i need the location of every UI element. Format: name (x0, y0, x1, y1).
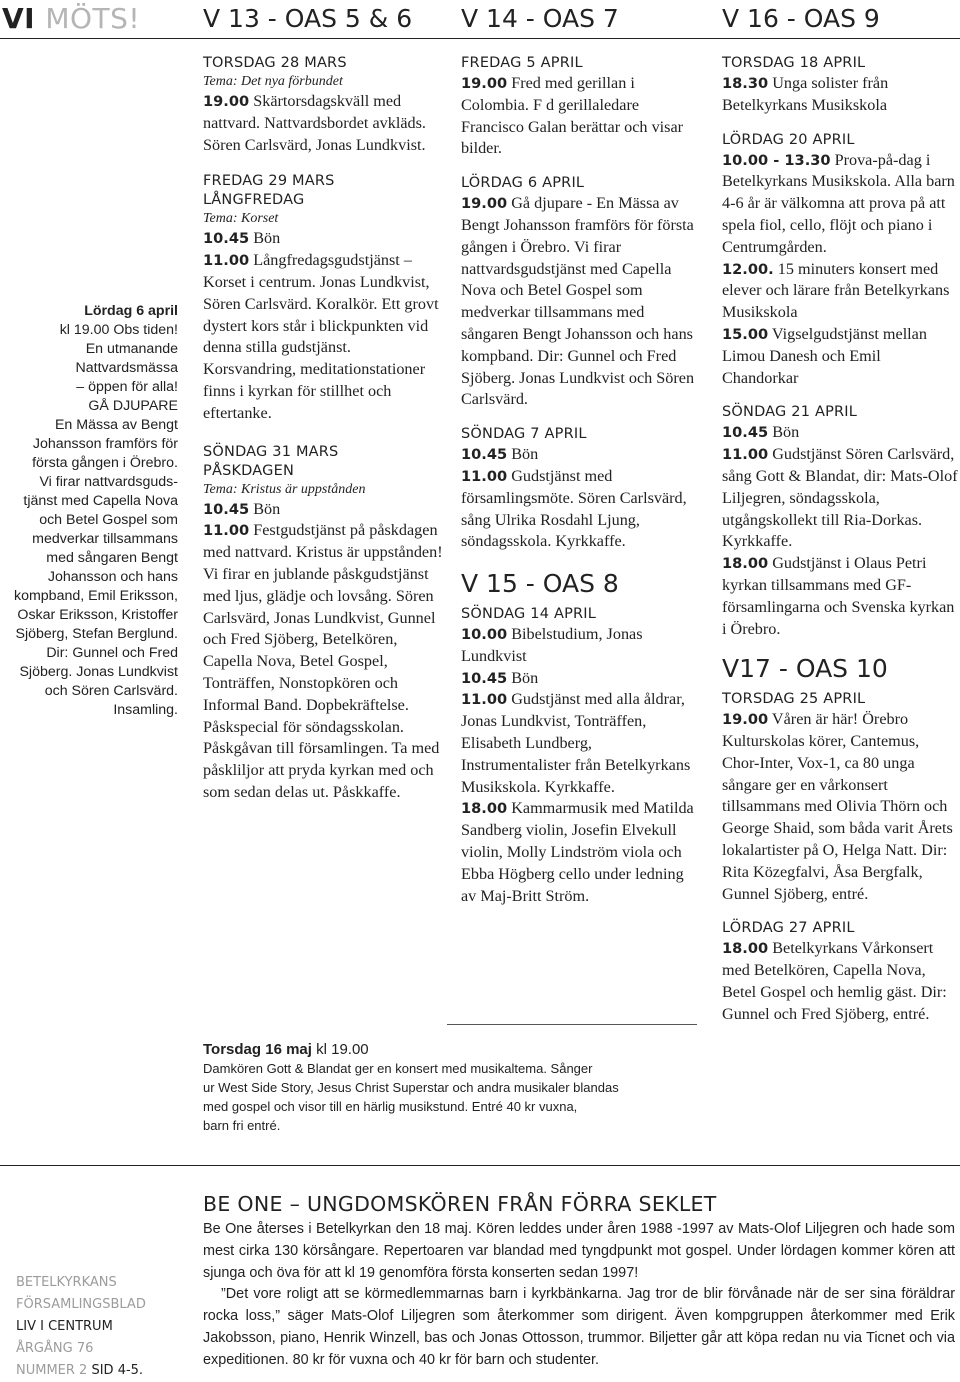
event-text: Bön (768, 423, 800, 442)
event-item (722, 150, 958, 259)
day-heading: FREDAG 5 APRIL (461, 55, 583, 71)
event-text: Våren är här! Örebro Kulturskolas körer, Cantemus, Chor-Inter, Vox-1, ca 80 unga sångare ger en vårkonsert tillsammans med Olivia Thörn och George Shaid, som båda varit Årets lokalartister på O, Helga Natt. Dir: Rita Közegfalvi, Åsa Bergfalk, Gunnel Sjöberg, entré. (722, 710, 953, 903)
event-item (722, 938, 958, 1025)
day-heading: TORSDAG 18 APRIL (722, 55, 866, 71)
top-divider (0, 38, 960, 39)
event-text: Festgudstjänst på påskdagen med nattvard. Kristus är uppstånden! Vi firar en jublande påskgudstjänst med ljus, glädje och lovsång. Sören Carlsvärd, Jonas Lundkvist, Gunnel och Fred Sjöberg, Betelkören, Capella Nova, Betel Gospel, Tonträffen, Nonstopkören och Informal Band. Dopbekräftelse. Påskspecial för söndagsskolan. Påskgåvan till församlingen. Ta med påskliljor att pryda kyrkan med och som sedan delas ut. Påskkaffe. (203, 521, 443, 801)
publication-line: FÖRSAMLINGSBLAD (16, 1297, 146, 1312)
event-item (461, 444, 701, 466)
event-time: 11.00 (203, 522, 250, 540)
event-time: 11.00 (722, 446, 769, 464)
day-heading: SÖNDAG 7 APRIL (461, 426, 587, 443)
event-item (722, 324, 958, 389)
article-paragraph: Be One återses i Betelkyrkan den 18 maj. Kören leddes under åren 1988 -1997 av Mats-Olof Liljegren och hade som mest cirka 130 körsångare. Repertoaren var blandad med tyngdpunkt mot gospel. Under lördagen kommer kören att sjunga och öva för att kl 19 genomföra första konserten sedan 1997! (203, 1221, 955, 1281)
page-number: SID 4-5. (91, 1363, 144, 1378)
event-time: 10.45 (722, 424, 769, 442)
day-heading: SÖNDAG 31 MARS (203, 443, 339, 460)
event-text: Gudstjänst i Olaus Petri kyrkan tillsammans med GF-församlingarna och Svenska kyrkan i Örebro. (722, 554, 955, 638)
sidebar-line: kompband, Emil Eriksson, (13, 588, 178, 604)
event-text: Gudstjänst med församlingsmöte. Sören Carlsvärd, sång Ulrika Rosdahl Ljung, söndagsskola. Kyrkkaffe. (461, 466, 687, 551)
event-text: Bön (249, 229, 281, 248)
sidebar-line: Insamling. (113, 702, 178, 718)
event-item (203, 499, 443, 521)
notice-line: barn fri entré. (203, 1118, 281, 1133)
sidebar-line: Sjöberg, Stefan Berglund. (15, 626, 178, 642)
notice-heading (203, 1040, 713, 1059)
day-subheading: LÅNGFREDAG (203, 192, 305, 209)
event-item (722, 444, 958, 553)
sidebar-line: och Sören Carlsvärd. (44, 683, 178, 699)
day-heading: LÖRDAG 20 APRIL (722, 131, 855, 148)
title-part-mots: MÖTS! (45, 2, 141, 35)
event-time: 15.00 (722, 325, 769, 343)
week-14-column (461, 54, 701, 907)
event-time: 10.45 (203, 500, 250, 518)
event-text: Långfredagsgudstjänst – Korset i centrum. Jonas Lundkvist, Sören Carlsvärd. Koralkör. Ett grovt dystert kors står i blickpunkten vid denna stilla gudstjänst. Korsvandring, meditationstationer finns i kyrkan för stillhet och eftertanke. (203, 251, 439, 422)
event-time: 11.00 (461, 467, 508, 485)
publication-info (16, 1272, 146, 1382)
title-part-vi: VI (2, 2, 46, 35)
sidebar-line: Oskar Eriksson, Kristoffer (17, 607, 178, 623)
event-item (461, 689, 701, 798)
event-text: Gudstjänst Sören Carlsvärd, sång Gott & Blandat, dir: Mats-Olof Liljegren, söndagsskola, utgångskollekt till Ria-Dorkas. Kyrkkaffe. (722, 445, 958, 551)
event-time: 10.00 - 13.30 (722, 151, 831, 169)
publication-line: BETELKYRKANS (16, 1275, 117, 1290)
sidebar-line: och Betel Gospel som (39, 512, 178, 528)
sidebar-line: medverkar tillsammans (32, 531, 178, 547)
article-paragraph: ”Det vore roligt att se körmedlemmarnas barn i kyrkbänkarna. Jag tror de blir förvånade när de ser sina föräldrar rocka loss,” säger Mats-Olof Liljegren som återkommer som dirigent. Även kompgruppen återkommer med Erik Jakobsson, piano, Henrik Winzell, bas och Jonas Ottosson, trummor. Biljetter går att köpa redan nu via Ticnet och via expeditionen. 80 kr för vuxna och 40 kr för barn och studenter. (203, 1286, 955, 1368)
be-one-article (203, 1192, 955, 1372)
event-item (722, 553, 958, 640)
week-16-column (722, 54, 958, 1025)
week-15-heading: V 15 - OAS 8 (461, 569, 619, 599)
event-time: 10.45 (461, 669, 508, 687)
theme-line: Tema: Korset (203, 211, 279, 227)
sidebar-line: GÅ DJUPARE (88, 398, 178, 414)
notice-date: Torsdag 16 maj (203, 1041, 312, 1058)
event-text: Skärtorsdagskväll med nattvard. Nattvardsbordet avkläds. Sören Carlsvärd, Jonas Lundkvist. (203, 92, 426, 154)
event-time: 10.00 (461, 625, 508, 643)
publication-line: ÅRGÅNG 76 (16, 1341, 94, 1356)
theme-line: Tema: Kristus är uppstånden (203, 481, 366, 497)
event-item (203, 91, 443, 156)
event-text: Vigselgudstjänst mellan Limou Danesh och Emil Chandorkar (722, 324, 927, 387)
sidebar-line: Vi firar nattvardsguds- (39, 474, 178, 490)
event-time: 10.45 (203, 230, 250, 248)
event-text: Fred med gerillan i Colombia. F d gerillaledare Francisco Galan berättar och visar bilder. (461, 74, 684, 158)
event-item (461, 466, 701, 553)
sidebar-line: Lördag 6 april (84, 303, 178, 319)
notice-line: ur West Side Story, Jesus Christ Superstar och andra musikaler blandas (203, 1080, 619, 1095)
sidebar-line: En utmanande (85, 341, 178, 357)
sidebar-line: tjänst med Capella Nova (23, 493, 178, 509)
sidebar-highlight (0, 302, 178, 720)
week-13-column (203, 54, 443, 804)
event-text: Bön (249, 499, 281, 518)
event-item (722, 73, 958, 117)
event-time: 11.00 (203, 252, 250, 270)
section-divider (0, 1165, 960, 1166)
event-time: 18.00 (722, 555, 769, 573)
sidebar-line: Nattvardsmässa (75, 360, 178, 376)
event-text: Gudstjänst med alla åldrar, Jonas Lundkvist, Tonträffen, Elisabeth Lundberg, Instrumentalister från Betelkyrkans Musikskola. Kyrkkaffe. (461, 690, 691, 796)
event-time: 18.00 (722, 940, 769, 958)
event-time: 19.00 (461, 75, 508, 92)
event-text: Betelkyrkans Vårkonsert med Betelkören, Capella Nova, Betel Gospel och hemlig gäst. Dir: Gunnel och Fred Sjöberg, entré. (722, 939, 947, 1023)
event-text: Bibelstudium, Jonas Lundkvist (461, 624, 643, 665)
event-time: 11.00 (461, 691, 508, 709)
event-text: Bön (507, 668, 539, 687)
column-divider (447, 1024, 697, 1025)
event-item (461, 798, 701, 907)
day-heading: FREDAG 29 MARS (203, 173, 335, 190)
event-item (722, 422, 958, 444)
event-time: 12.00. (722, 260, 774, 278)
event-time: 19.00 (461, 195, 508, 213)
event-item (461, 668, 701, 690)
event-time: 18.00 (461, 800, 508, 818)
week-13-heading: V 13 - OAS 5 & 6 (203, 4, 413, 33)
sidebar-line: med sångaren Bengt (46, 550, 178, 566)
event-time: 18.30 (722, 75, 769, 92)
sidebar-line: Johansson framförs för (32, 436, 178, 452)
event-item (461, 73, 701, 160)
day-heading: TORSDAG 25 APRIL (722, 691, 866, 708)
article-title: BE ONE – UNGDOMSKÖREN FRÅN FÖRRA SEKLET (203, 1192, 717, 1216)
week-17-heading: V17 - OAS 10 (722, 654, 888, 684)
week-14-heading: V 14 - OAS 7 (461, 4, 619, 33)
notice-line: Damkören Gott & Blandat ger en konsert med musikaltema. Sånger (203, 1061, 593, 1076)
day-heading: SÖNDAG 21 APRIL (722, 404, 858, 421)
theme-line: Tema: Det nya förbundet (203, 74, 343, 89)
event-text: Kammarmusik med Matilda Sandberg violin, Josefin Elvekull violin, Molly Lindström viola och Ebba Högberg cello under ledning av Maj-Britt Ström. (461, 799, 694, 905)
notice-time: kl 19.00 (311, 1041, 369, 1058)
sidebar-line: Sjöberg. Jonas Lundkvist (19, 664, 178, 680)
sidebar-line: En Mässa av Bengt (54, 417, 178, 433)
event-item (203, 250, 443, 424)
day-heading: TORSDAG 28 MARS (203, 55, 347, 71)
day-heading: SÖNDAG 14 APRIL (461, 605, 597, 622)
event-text: Prova-på-dag i Betelkyrkans Musikskola. Alla barn 4-6 år är välkomna att prova på att spela fiol, cello, flöjt och piano i Centrumgården. (722, 150, 955, 256)
issue-number: NUMMER 2 (16, 1363, 92, 1378)
day-heading: LÖRDAG 27 APRIL (722, 920, 855, 937)
sidebar-line: Johansson och hans (47, 569, 178, 585)
notice-line: med gospel och visor till en härlig musikstund. Entré 40 kr vuxna, (203, 1099, 578, 1114)
event-text: Bön (507, 445, 539, 464)
sidebar-line: – öppen för alla! (76, 379, 178, 395)
event-item (461, 624, 701, 668)
event-text: Gå djupare - En Mässa av Bengt Johansson framförs för första gången i Örebro. Vi firar nattvardsgudstjänst med Capella Nova och Betel Gospel som medverkar tillsammans med sångaren Bengt Johansson och hans kompband. Dir: Gunnel och Fred Sjöberg. Jonas Lundkvist och Sören Carlsvärd. (461, 194, 695, 409)
event-time: 10.45 (461, 446, 508, 464)
event-text: 15 minuters konsert med elever och lärare från Betelkyrkans Musikskola (722, 259, 950, 322)
page-section-title (2, 2, 140, 35)
concert-notice (203, 1040, 713, 1135)
sidebar-line: första gången i Örebro. (32, 455, 178, 471)
day-heading: LÖRDAG 6 APRIL (461, 175, 585, 192)
article-body (203, 1219, 955, 1372)
event-item (461, 193, 701, 411)
event-item (203, 228, 443, 250)
event-time: 19.00 (203, 93, 250, 110)
event-text: Unga solister från Betelkyrkans Musikskola (722, 74, 889, 114)
event-item (722, 709, 958, 905)
event-item (203, 520, 443, 803)
event-item (722, 259, 958, 324)
sidebar-line: Dir: Gunnel och Fred (46, 645, 178, 661)
sidebar-line: kl 19.00 Obs tiden! (59, 322, 178, 338)
day-subheading: PÅSKDAGEN (203, 462, 294, 479)
publication-name: LIV I CENTRUM (16, 1319, 113, 1334)
event-time: 19.00 (722, 711, 769, 729)
week-16-heading: V 16 - OAS 9 (722, 4, 880, 33)
